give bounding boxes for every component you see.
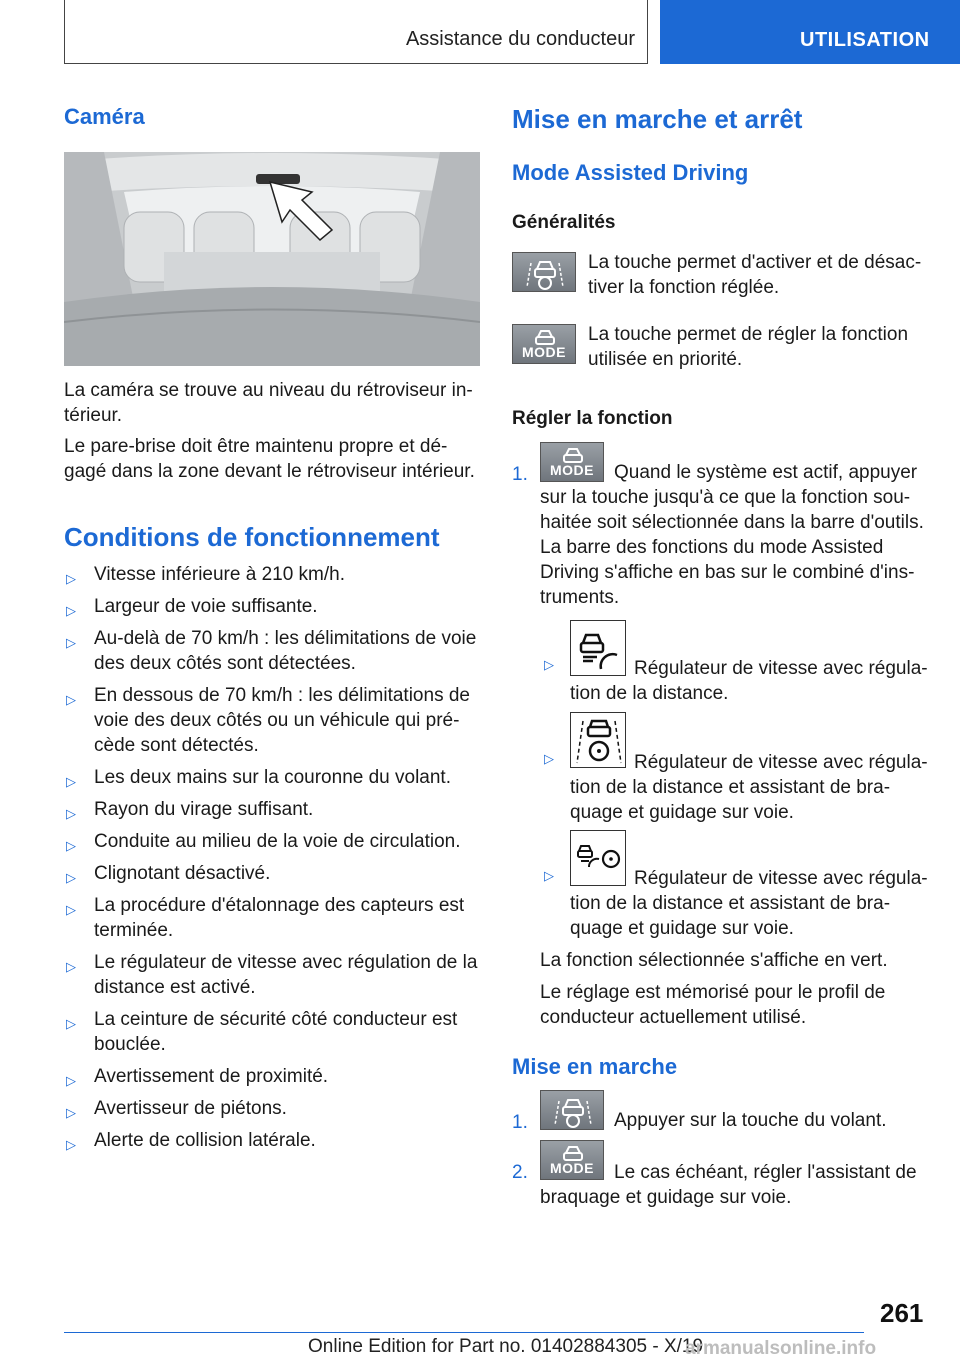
list-item: ▷ Les deux mains sur la couronne du volant.: [64, 765, 480, 790]
list-item: ▷ Rayon du virage suffisant.: [64, 797, 480, 822]
header-frame: [64, 0, 648, 64]
mode-key-icon: MODE: [540, 442, 604, 482]
regler-heading: Régler la fonction: [512, 408, 673, 429]
conditions-list: [64, 562, 480, 1160]
list-item: ▷ La procédure d'étalonnage des capteurs est terminée.: [66, 895, 465, 941]
camera-paragraph-2: Le pare-brise doit être maintenu propre et dé- gagé dans la zone devant le rétroviseur intérieur.: [64, 436, 475, 482]
triangle-bullet-icon: ▷: [66, 959, 76, 974]
triangle-bullet-icon: ▷: [66, 1016, 76, 1031]
note-1: La fonction sélectionnée s'affiche en vert.: [540, 950, 888, 971]
edition-text: Online Edition for Part no. 01402884305 - X/19: [308, 1336, 704, 1357]
list-item: ▷ Largeur de voie suffisante.: [64, 594, 480, 619]
list-item: ▷ Le régulateur de vitesse avec régulation de la distance est activé.: [66, 952, 478, 998]
start-heading: Mise en marche: [512, 1054, 678, 1079]
camera-heading: Caméra: [64, 104, 145, 129]
list-item: ▷ Conduite au milieu de la voie de circulation.: [64, 829, 480, 854]
list-item: ▷ Avertisseur de piétons.: [64, 1096, 480, 1121]
conditions-heading: Conditions de fonctionnement: [64, 522, 440, 552]
triangle-bullet-icon: ▷: [66, 870, 76, 885]
triangle-bullet-icon: ▷: [66, 571, 76, 586]
list-item: ▷ Avertissement de proximité.: [64, 1064, 480, 1089]
triangle-bullet-icon: ▷: [66, 774, 76, 789]
option-2-text: Régulateur de vitesse avec régula-tion de la distance et assistant de bra-quage et guidage sur voie.: [570, 752, 928, 823]
assist-key-icon: [540, 1090, 604, 1130]
assist-key-icon: [512, 252, 576, 292]
triangle-bullet-icon: ▷: [66, 1073, 76, 1088]
list-item: ▷ Clignotant désactivé.: [64, 861, 480, 886]
general-heading: Généralités: [512, 212, 616, 233]
mode-key-icon: MODE: [540, 1140, 604, 1180]
option-1-text: Régulateur de vitesse avec régula-tion de la distance.: [570, 658, 928, 704]
camera-paragraph-1: La caméra se trouve au niveau du rétroviseur in- térieur.: [64, 380, 473, 426]
general-text-1: La touche permet d'activer et de désac-tiver la fonction réglée.: [588, 252, 922, 298]
triangle-bullet-icon: ▷: [66, 635, 76, 650]
mode-key-icon: MODE: [512, 324, 576, 364]
watermark: armanualsonline.info: [685, 1338, 877, 1359]
triangle-bullet-icon: ▷: [66, 1137, 76, 1152]
list-item: ▷ Vitesse inférieure à 210 km/h.: [64, 562, 480, 587]
camera-photo: [64, 152, 480, 366]
step-number: 1.: [512, 1112, 528, 1133]
step-1-text: Quand le système est actif, appuyer sur la touche jusqu'à ce que la fonction sou-haitée soit sélectionnée dans la barre d'outils. La barre des fonctions du mode Assisted Driving s'affiche en bas sur le combiné d'ins-truments.: [540, 462, 924, 608]
triangle-bullet-icon: ▷: [544, 868, 554, 883]
triangle-bullet-icon: ▷: [66, 1105, 76, 1120]
triangle-bullet-icon: ▷: [66, 838, 76, 853]
start-step-2-text: Le cas échéant, régler l'assistant de braquage et guidage sur voie.: [540, 1162, 917, 1208]
triangle-bullet-icon: ▷: [66, 902, 76, 917]
triangle-bullet-icon: ▷: [544, 751, 554, 766]
section-title: Assistance du conducteur: [405, 28, 635, 50]
footer-divider: [64, 1332, 864, 1333]
triangle-bullet-icon: ▷: [544, 657, 554, 672]
list-item: ▷ La ceinture de sécurité côté conducteur est bouclée.: [66, 1009, 458, 1055]
triangle-bullet-icon: ▷: [66, 806, 76, 821]
start-step-1-text: Appuyer sur la touche du volant.: [614, 1110, 887, 1131]
general-text-2: La touche permet de régler la fonction utilisée en priorité.: [588, 324, 909, 370]
chapter-tab: UTILISATION: [660, 0, 960, 64]
step-number: 1.: [512, 464, 528, 485]
triangle-bullet-icon: ▷: [66, 603, 76, 618]
note-2: Le réglage est mémorisé pour le profil de conducteur actuellement utilisé.: [540, 982, 886, 1028]
step-number: 2.: [512, 1162, 528, 1183]
triangle-bullet-icon: ▷: [66, 692, 76, 707]
main-heading: Mise en marche et arrêt: [512, 104, 803, 134]
page-number: 261: [880, 1298, 924, 1328]
list-item: ▷ En dessous de 70 km/h : les délimitations de voie des deux côtés ou un véhicule qui pré-cède sont détectés.: [66, 685, 470, 756]
mode-heading: Mode Assisted Driving: [512, 160, 749, 185]
list-item: ▷ Alerte de collision latérale.: [64, 1128, 480, 1153]
list-item: ▷ Au-delà de 70 km/h : les délimitations de voie des deux côtés sont détectées.: [66, 628, 477, 674]
option-3-text: Régulateur de vitesse avec régula-tion de la distance et assistant de bra-quage et guidage sur voie.: [570, 868, 928, 939]
